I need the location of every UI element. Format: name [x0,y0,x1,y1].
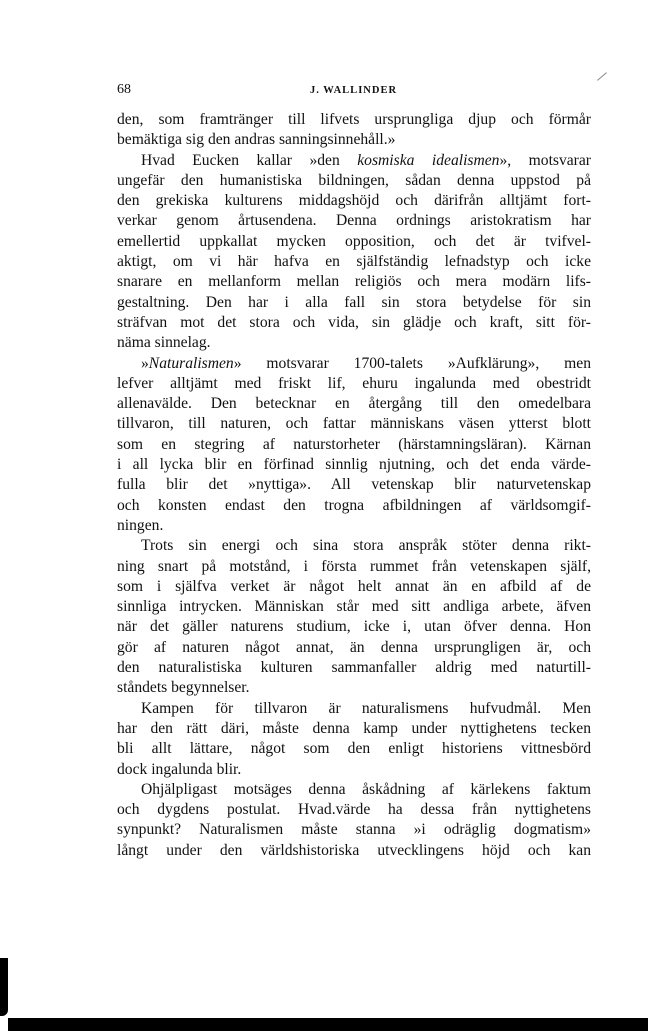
text-line [117,475,591,495]
text-line [117,414,591,434]
text-line [117,597,591,617]
body-text [117,110,591,861]
text-segment: gestaltning. Den har i alla fall sin stora betydelse för sin [117,293,591,311]
text-line [117,313,591,333]
scan-mark [597,72,607,80]
text-segment: ungefär den humanistiska bildningen, sådan denna uppstod på [117,171,591,189]
page-header [117,82,590,102]
text-line [117,496,591,516]
text-line [117,658,591,678]
text-line [117,455,591,475]
text-segment: dock ingalunda blir. [117,760,242,778]
text-line [117,211,591,231]
text-segment: Ohjälpligast motsäges denna åskådning af kärlekens faktum [141,780,591,798]
text-segment: bemäktiga sig den andras sanningsinnehåll.» [117,131,396,149]
text-line [117,130,591,150]
text-segment: » motsvarar 1700-talets »Aufklärung», men [233,354,591,372]
text-line [117,557,591,577]
text-segment: som i själfva verket är något helt annat än en afbild af de [117,577,591,595]
scan-edge [0,958,8,1016]
text-segment: gör af naturen något annat, än denna ursprungligen är, och [117,638,591,656]
running-title: J. WALLINDER [309,85,398,96]
text-line [117,171,591,191]
text-segment: Trots sin energi och sina stora anspråk stöter denna rikt- [141,537,591,555]
text-line [117,191,591,211]
text-segment: allenavälde. Den betecknar en återgång till den omedelbara [117,395,591,413]
text-segment: långt under den världshistoriska utvecklingens höjd och kan [117,841,591,859]
text-segment: synpunkt? Naturalismen måste stanna »i odräglig dogmatism» [117,821,591,839]
text-segment: Hvad Eucken kallar »den [141,151,358,169]
text-line [117,638,591,658]
text-line [117,617,591,637]
text-line [117,516,591,536]
text-line [117,232,591,252]
text-line [117,577,591,597]
text-segment: näma sinnelag. [117,334,211,352]
text-segment: aktigt, om vi här hafva en själfständig lefnadstyp och icke [117,253,591,271]
text-line [117,435,591,455]
text-line [117,719,591,739]
italic-text: Naturalismen [148,354,234,372]
text-segment: och konsten endast den trogna afbildningen af världsomgif- [117,496,591,514]
text-segment: », motsvarar [499,151,591,169]
text-line [117,699,591,719]
page-number: 68 [117,82,131,97]
text-segment: den, som framtränger till lifvets ursprungliga djup och förmår [117,111,591,128]
text-line [117,739,591,759]
text-segment: tillvaron, till naturen, och fattar människans väsen ytterst blott [117,415,591,433]
text-line [117,800,591,820]
text-segment: i all lycka blir en förfinad sinnlig njutning, och det enda värde- [117,456,591,474]
text-line [117,678,591,698]
text-segment: ningen. [117,516,164,534]
text-segment: Kampen för tillvaron är naturalismens hufvudmål. Men [141,699,591,717]
italic-text: kosmiska idealismen [357,151,500,169]
text-line [117,272,591,292]
text-segment: när det gäller naturens studium, icke i, utan öfver denna. Hon [117,618,591,636]
text-segment: sinnliga intrycken. Människan står med sitt andliga arbete, äfven [117,598,591,616]
text-line [117,760,591,780]
text-line [117,394,591,414]
text-segment: lefver alltjämt med friskt lif, ehuru ingalunda med obestridt [117,374,591,392]
text-segment: emellertid uppkallat mycken opposition, och det är tvifvel- [117,232,591,250]
text-segment: bli allt lättare, något som den enligt historiens vittnesbörd [117,740,591,758]
text-segment: ståndets begynnelser. [117,679,250,697]
scan-border-bar [8,1018,648,1031]
text-line [117,820,591,840]
text-segment: och dygdens postulat. Hvad.värde ha dessa från nyttighetens [117,801,591,819]
text-line [117,536,591,556]
text-segment: » [141,354,149,372]
text-segment: ning snart på motstånd, i första rummet från vetenskapen själf, [117,557,591,575]
text-segment: fulla blir det »nyttiga». All vetenskap blir naturvetenskap [117,476,591,494]
text-line [117,333,591,353]
text-line [117,780,591,800]
text-line [117,374,591,394]
text-line [117,252,591,272]
text-segment: har den rätt däri, måste denna kamp under nyttighetens tecken [117,719,591,737]
text-segment: verkar genom årtusendena. Denna ordnings aristokratism har [117,212,591,230]
text-line [117,151,591,171]
text-segment: som en stegring af naturstorheter (härstamningsläran). Kärnan [117,435,591,453]
text-segment: den grekiska kulturens middagshöjd och därifrån alltjämt fort- [117,192,591,210]
text-segment: snarare en mellanform mellan religiös och mera modärn lifs- [117,273,591,291]
text-segment: den naturalistiska kulturen sammanfaller aldrig med naturtill- [117,659,591,677]
text-segment: sträfvan mot det stora och vida, sin glädje och kraft, sitt för- [117,313,591,331]
text-line [117,354,591,374]
text-line [117,110,591,130]
text-line [117,293,591,313]
text-line [117,841,591,861]
